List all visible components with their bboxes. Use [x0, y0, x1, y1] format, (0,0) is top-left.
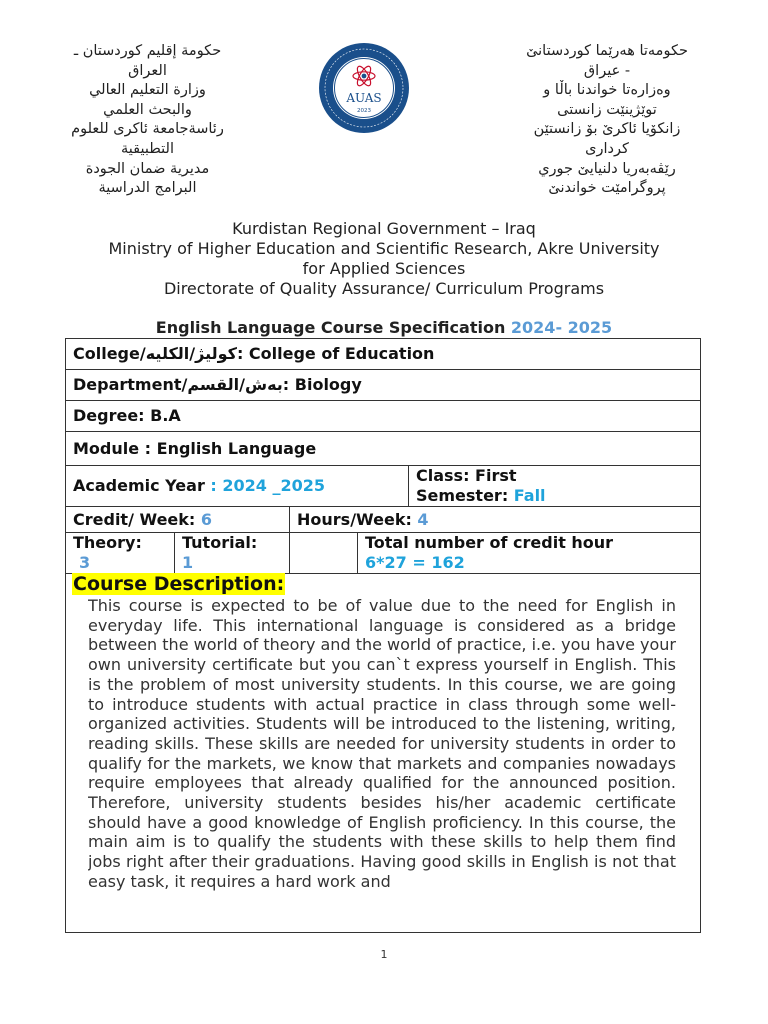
arabic-header-line: التطبيقية: [121, 140, 174, 157]
university-logo: [318, 42, 410, 134]
module-value: English Language: [156, 439, 317, 458]
degree-row: [65, 400, 701, 432]
kurdish-header-line: حكومەتا هەرێما كوردستانێ: [526, 43, 688, 59]
logo-year: 2023: [357, 108, 371, 114]
module-row: [65, 431, 701, 466]
college-label: College/كوليژ/الكليه:: [73, 344, 249, 363]
class-label: Class:: [416, 466, 476, 485]
academic-year-row: [65, 465, 701, 507]
kurdish-header-line: زانكۆیا ئاكرێ بۆ زانستێن: [533, 121, 681, 138]
tutorial-label: Tutorial:: [182, 533, 258, 552]
college-row: [65, 338, 701, 370]
credit-row: [65, 506, 701, 533]
tutorial-value: 1: [182, 553, 194, 572]
english-header-line: Directorate of Quality Assurance/ Curriculum Programs: [163, 279, 605, 298]
department-row: [65, 369, 701, 401]
academic-year-value: : 2024 _2025: [210, 476, 326, 495]
degree-label: Degree:: [73, 406, 151, 425]
kurdish-header-line: پروگرامێت خواندنێ: [548, 180, 666, 197]
arabic-header-line: العراق: [128, 62, 167, 79]
kurdish-header-line: كرداری: [585, 140, 629, 157]
course-description-heading: Course Description:: [73, 573, 285, 595]
logo-text: AUAS: [346, 91, 382, 105]
kurdish-header-line: وەزارەتا خواندنا باڵا و: [543, 82, 671, 99]
theory-label: Theory:: [73, 533, 142, 552]
degree-value: B.A: [150, 406, 181, 425]
academic-year-label: Academic Year: [73, 476, 211, 495]
arabic-header: [40, 42, 255, 199]
arabic-header-line: وزارة التعليم العالي: [89, 82, 206, 99]
kurdish-header-line: توێژینێت زانستی: [557, 101, 657, 118]
arabic-header-line: البرامج الدراسية: [98, 180, 197, 197]
module-label: Module :: [73, 439, 157, 458]
semester-label: Semester:: [416, 486, 514, 505]
title-text: English Language Course Specification: [155, 318, 511, 337]
credit-value: 6: [200, 510, 213, 529]
theory-value: 3: [79, 553, 91, 572]
kurdish-header: [498, 42, 716, 199]
semester-value: Fall: [513, 486, 546, 505]
total-credit-value: 6*27 = 162: [365, 553, 465, 572]
document-title: [40, 318, 728, 337]
kurdish-header-line: - عیراق: [583, 62, 631, 79]
hours-value: 4: [417, 510, 429, 529]
kurdish-header-line: رێڤەبەریا دلنیایێ جوري: [538, 160, 676, 177]
total-credit-label: Total number of credit hour: [365, 533, 614, 552]
credit-label: Credit/ Week:: [73, 510, 201, 529]
page-number: 1: [380, 948, 388, 961]
arabic-header-line: والبحث العلمي: [103, 101, 192, 118]
hours-label: Hours/Week:: [297, 510, 418, 529]
college-value: College of Education: [248, 344, 435, 363]
arabic-header-line: رئاسةجامعة ئاكرى للعلوم: [71, 121, 224, 138]
english-header-line: for Applied Sciences: [302, 259, 466, 278]
department-label: Department/بەش/القسم:: [73, 375, 295, 394]
course-description-text: This course is expected to be of value due to the need for English in everyday life. This international language is considered as a bridge between the world of theory and the world of practice, i.e. you have your own university certificate but you can`t express yourself in English. This is the problem of most university students. In this course, we are going to introduce students with actual practice in class through some well-organized activities. Students will be introduced to the listening, writing, reading skills. These skills are needed for university students in order to qualify for the markets, we know that markets and companies nowadays require employees that already qualified for the announced position. Therefore, university students besides his/her academic certificate should have a good knowledge of English proficiency. In this course, the main aim is to qualify the students with these skills to help them find jobs right after their graduations. Having good skills in English is not that easy task, it requires a hard work and: [88, 596, 676, 891]
empty-cell: [289, 533, 357, 573]
arabic-header-line: مديرية ضمان الجودة: [85, 160, 210, 177]
hours-breakdown-row: [65, 532, 701, 574]
title-years: 2024- 2025: [510, 318, 613, 337]
department-value: Biology: [294, 375, 362, 394]
english-header-line: Ministry of Higher Education and Scientific Research, Akre University: [108, 239, 660, 258]
english-header-line: Kurdistan Regional Government – Iraq: [232, 219, 536, 238]
arabic-header-line: حكومة إقليم كوردستان ـ: [73, 43, 222, 59]
class-value: First: [475, 466, 517, 485]
english-header: [40, 219, 728, 299]
